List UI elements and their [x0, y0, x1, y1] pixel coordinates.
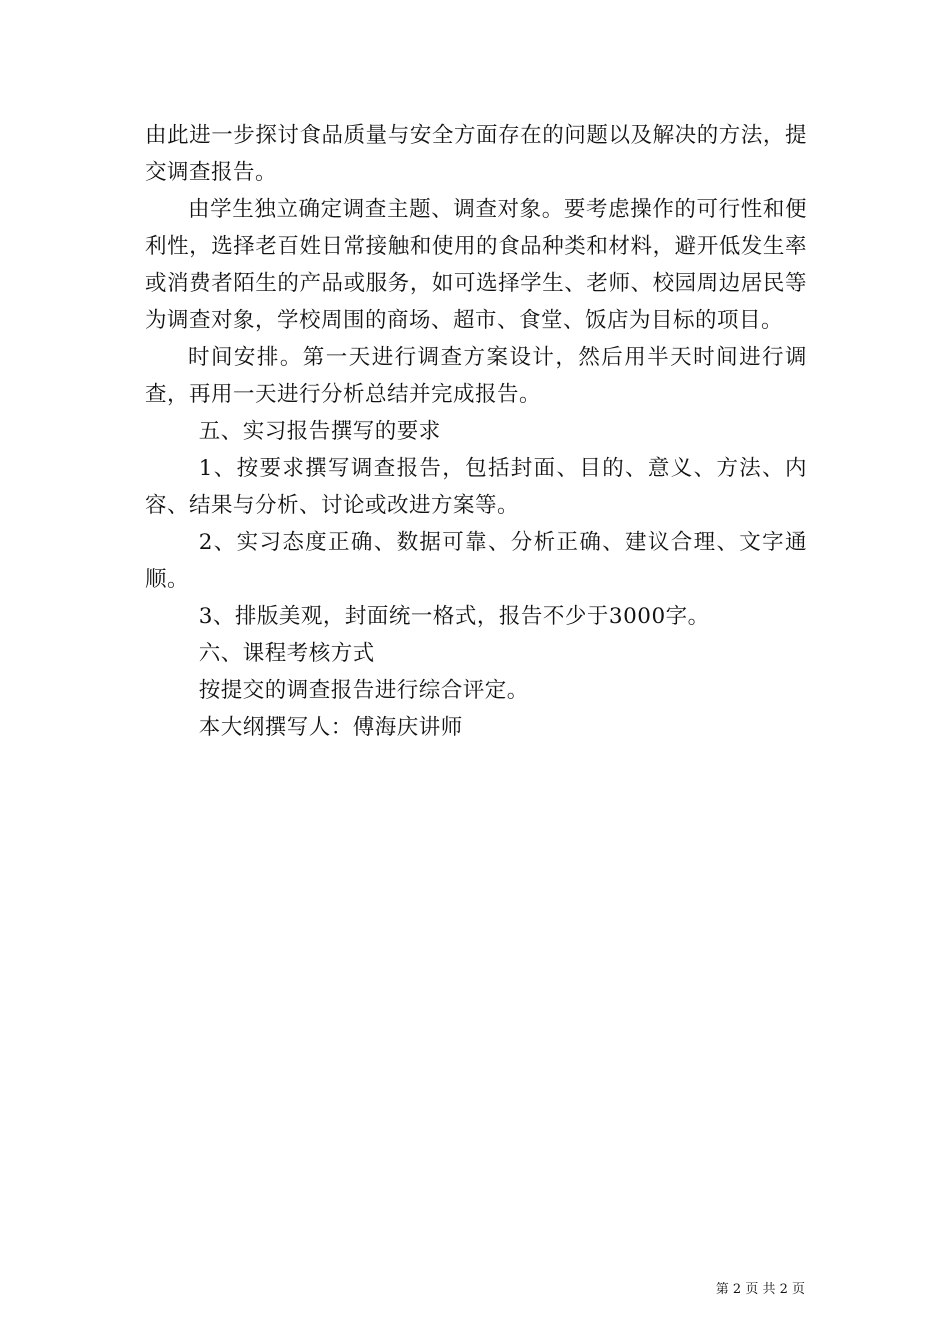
- paragraph-intro: 由此进一步探讨食品质量与安全方面存在的问题以及解决的方法，提交调查报告。: [145, 123, 807, 185]
- page-number-footer: 第 2 页 共 2 页: [715, 1282, 805, 1297]
- section-heading-assessment: 六、课程考核方式: [198, 641, 375, 666]
- section-heading-report-requirements: 五、实习报告撰写的要求: [198, 419, 441, 444]
- paragraph-schedule: 时间安排。第一天进行调查方案设计，然后用半天时间进行调查，再用一天进行分析总结并完成报告。: [145, 345, 807, 407]
- requirement-item-3: 3、排版美观，封面统一格式，报告不少于3000字。: [198, 604, 710, 629]
- requirement-item-1: 1、按要求撰写调查报告，包括封面、目的、意义、方法、内容、结果与分析、讨论或改进方案等。: [145, 456, 807, 518]
- author-line: 本大纲撰写人：傅海庆讲师: [198, 715, 463, 740]
- document-body: [145, 117, 807, 746]
- paragraph-topic-selection: 由学生独立确定调查主题、调查对象。要考虑操作的可行性和便利性，选择老百姓日常接触和使用的食品种类和材料，避开低发生率或消费者陌生的产品或服务，如可选择学生、老师、校园周边居民等为调查对象，学校周围的商场、超市、食堂、饭店为目标的项目。: [145, 197, 807, 333]
- assessment-text: 按提交的调查报告进行综合评定。: [198, 678, 529, 703]
- requirement-item-2: 2、实习态度正确、数据可靠、分析正确、建议合理、文字通顺。: [145, 530, 807, 592]
